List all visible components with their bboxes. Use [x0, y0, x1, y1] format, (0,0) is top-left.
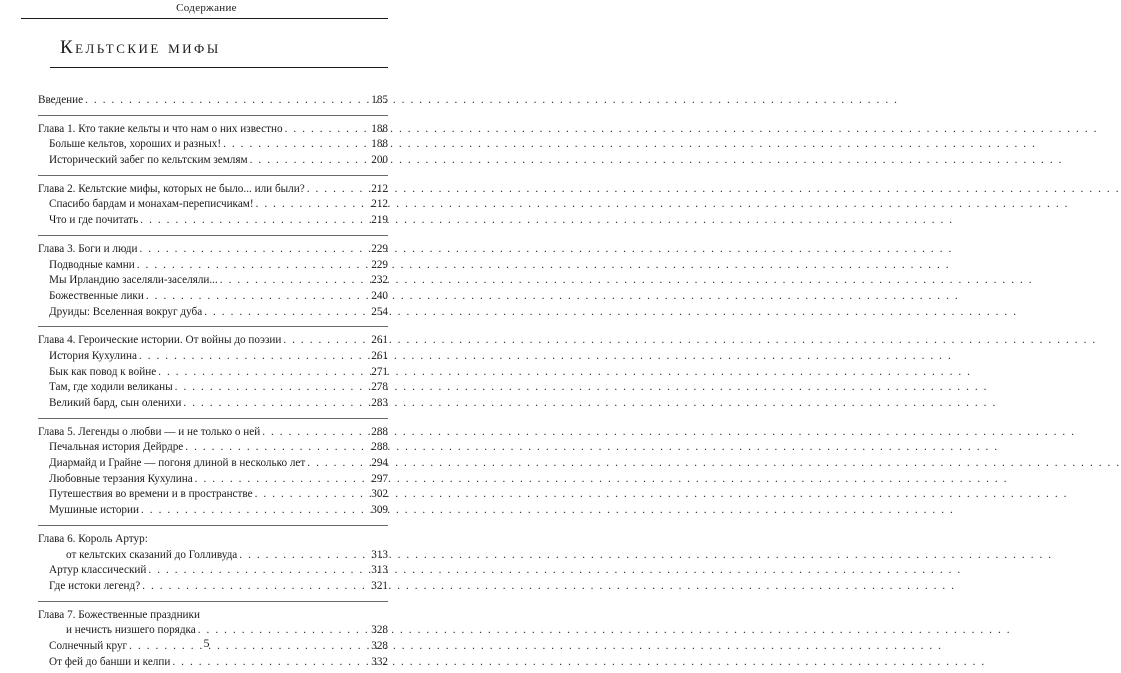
toc-entry-page: 278 — [371, 381, 388, 394]
toc-subentry[interactable] — [38, 306, 388, 322]
toc-subentry[interactable] — [38, 441, 388, 457]
toc-entry-page: 321 — [371, 579, 388, 592]
toc-subentry[interactable] — [38, 138, 388, 154]
toc-entry-page: 271 — [371, 365, 388, 378]
leader-dots — [146, 564, 371, 576]
toc-chapter-3[interactable] — [38, 243, 388, 259]
toc-subentry[interactable] — [38, 580, 388, 596]
toc-entry-page: 229 — [371, 258, 388, 271]
leader-dots — [202, 306, 371, 318]
page-number: 5 — [203, 636, 210, 650]
leader-dots — [137, 350, 371, 362]
toc-entry-page: 232 — [371, 274, 388, 287]
leader-dots — [248, 154, 371, 166]
leader-dots — [254, 198, 371, 210]
toc-entry-title: Там, где ходили великаны — [49, 381, 173, 394]
toc-subentry[interactable] — [38, 274, 388, 290]
toc-entry-page: 288 — [371, 425, 388, 438]
toc-entry-title: Мы Ирландию заселяли-заселяли... — [49, 274, 218, 287]
toc-chapter-6-line2[interactable] — [38, 549, 388, 565]
part-title: Кельтские мифы — [60, 37, 221, 58]
toc-entry-title: Глава 6. Король Артур: — [38, 532, 148, 545]
toc-entry-title: Великий бард, сын оленихи — [49, 397, 182, 409]
toc-entry-page: 185 — [371, 94, 388, 106]
toc-entry-page: 200 — [371, 154, 388, 167]
leader-dots — [260, 426, 371, 438]
leader-dots — [170, 656, 371, 668]
toc-chapter-5[interactable] — [38, 426, 388, 442]
toc-subentry[interactable] — [38, 457, 388, 473]
leader-dots — [173, 381, 371, 393]
toc-subentry[interactable] — [38, 350, 388, 366]
toc-entry-page: 188 — [371, 138, 388, 151]
divider — [38, 601, 388, 602]
toc-chapter-1[interactable] — [38, 123, 388, 139]
toc-entry-title-continued: от кельтских сказаний до Голливуда — [66, 548, 238, 561]
toc-entry-title: Диармайд и Грайне — погоня длиной в несколько лет — [49, 457, 306, 470]
toc-subentry[interactable] — [38, 381, 388, 397]
leader-dots — [139, 504, 371, 516]
top-rule — [21, 18, 388, 19]
running-head: Содержание — [176, 2, 237, 14]
leader-dots — [237, 549, 371, 561]
toc-subentry[interactable] — [38, 488, 388, 504]
leader-dots — [183, 441, 371, 453]
leader-dots — [193, 473, 371, 485]
title-rule — [50, 67, 388, 68]
toc-entry-title: Глава 5. Легенды о любви — и не только о ней — [38, 425, 261, 438]
toc-entry-title: Божественные лики — [49, 289, 144, 302]
leader-dots — [140, 580, 371, 592]
toc-subentry[interactable] — [38, 397, 388, 413]
toc-entry-title-continued: и нечисть низшего порядка — [66, 624, 196, 637]
toc-entry-page: 188 — [371, 122, 388, 135]
leader-dots — [253, 488, 371, 500]
toc-entry-title: Больше кельтов, хороших и разных! — [49, 138, 222, 151]
toc-entry-page: 240 — [371, 289, 388, 302]
toc-entry-title: Солнечный круг — [49, 639, 128, 652]
toc-entry-page: 294 — [371, 457, 388, 470]
toc-entry-page: 297 — [371, 472, 388, 485]
leader-dots — [137, 243, 371, 255]
leader-dots — [83, 94, 371, 106]
toc-entry-title: Бык как повод к войне — [49, 365, 157, 378]
toc-entry-title: Печальная история Дейрдре — [49, 441, 184, 454]
toc-entry-page: 254 — [371, 305, 388, 318]
leader-dots — [305, 183, 371, 195]
toc-chapter-4[interactable] — [38, 334, 388, 350]
divider — [38, 235, 388, 236]
toc-entry-page: 332 — [371, 655, 388, 668]
table-of-contents — [38, 94, 388, 671]
toc-entry-page: 261 — [371, 349, 388, 362]
toc-entry-title: История Кухулина — [49, 349, 137, 362]
leader-dots — [156, 366, 371, 378]
toc-entry-title: Спасибо бардам и монахам-переписчикам! — [49, 198, 254, 211]
toc-entry-page: 328 — [371, 624, 388, 637]
toc-subentry[interactable] — [38, 290, 388, 306]
toc-subentry[interactable] — [38, 564, 388, 580]
divider — [38, 175, 388, 176]
toc-entry-title: Путешествия во времени и в пространстве — [49, 488, 253, 501]
toc-subentry[interactable] — [38, 656, 388, 672]
toc-subentry[interactable] — [38, 259, 388, 275]
toc-entry-intro[interactable] — [38, 94, 388, 110]
toc-entry-page: 212 — [371, 198, 388, 211]
toc-entry-page: 309 — [371, 504, 388, 517]
leader-dots — [144, 290, 371, 302]
toc-entry-page: 313 — [371, 548, 388, 561]
leader-dots — [221, 138, 371, 150]
toc-entry-page: 302 — [371, 488, 388, 501]
toc-entry-title: Артур классический — [49, 564, 147, 577]
toc-subentry[interactable] — [38, 473, 388, 489]
toc-entry-page: 261 — [371, 334, 388, 347]
divider — [38, 418, 388, 419]
leader-dots — [283, 123, 371, 135]
toc-entry-title: Глава 4. Героические истории. От войны до поэзии — [38, 334, 282, 347]
toc-entry-page: 283 — [371, 397, 388, 409]
toc-entry-title: Исторический забег по кельтским землям — [49, 154, 248, 167]
toc-entry-title: Любовные терзания Кухулина — [49, 472, 193, 485]
toc-entry-title: Что и где почитать — [49, 214, 139, 227]
toc-chapter-2[interactable] — [38, 183, 388, 199]
toc-entry-page: 229 — [371, 242, 388, 255]
toc-entry-title: Глава 3. Боги и люди — [38, 242, 138, 255]
leader-dots — [196, 624, 371, 636]
toc-entry-page: 212 — [371, 182, 388, 195]
leader-dots — [218, 274, 371, 286]
toc-subentry[interactable] — [38, 504, 388, 520]
toc-chapter-7-line1[interactable] — [38, 609, 388, 625]
toc-subentry[interactable] — [38, 198, 388, 214]
divider — [38, 326, 388, 327]
toc-entry-page: 328 — [371, 639, 388, 652]
leader-dots — [138, 214, 371, 226]
toc-subentry[interactable] — [38, 366, 388, 382]
toc-subentry[interactable] — [38, 214, 388, 230]
divider — [38, 525, 388, 526]
toc-entry-page: 313 — [371, 564, 388, 577]
toc-entry-page: 288 — [371, 441, 388, 454]
toc-entry-title: Где истоки легенд? — [49, 579, 141, 592]
leader-dots — [181, 397, 371, 409]
toc-entry-title: Введение — [38, 94, 84, 106]
toc-entry-title: Мушиные истории — [49, 504, 139, 517]
leader-dots — [281, 334, 371, 346]
toc-entry-title: От фей до банши и келпи — [49, 655, 171, 668]
toc-chapter-6-line1[interactable] — [38, 533, 388, 549]
toc-subentry[interactable] — [38, 154, 388, 170]
toc-entry-title: Друиды: Вселенная вокруг дуба — [49, 305, 203, 318]
leader-dots — [135, 259, 371, 271]
divider — [38, 115, 388, 116]
toc-entry-page: 219 — [371, 214, 388, 227]
toc-entry-title: Глава 2. Кельтские мифы, которых не было... или были? — [38, 182, 305, 195]
toc-entry-title: Глава 7. Божественные праздники — [38, 608, 200, 621]
toc-entry-title: Подводные камни — [49, 258, 135, 271]
toc-entry-title: Глава 1. Кто такие кельты и что нам о них известно — [38, 122, 283, 135]
leader-dots — [305, 457, 371, 469]
